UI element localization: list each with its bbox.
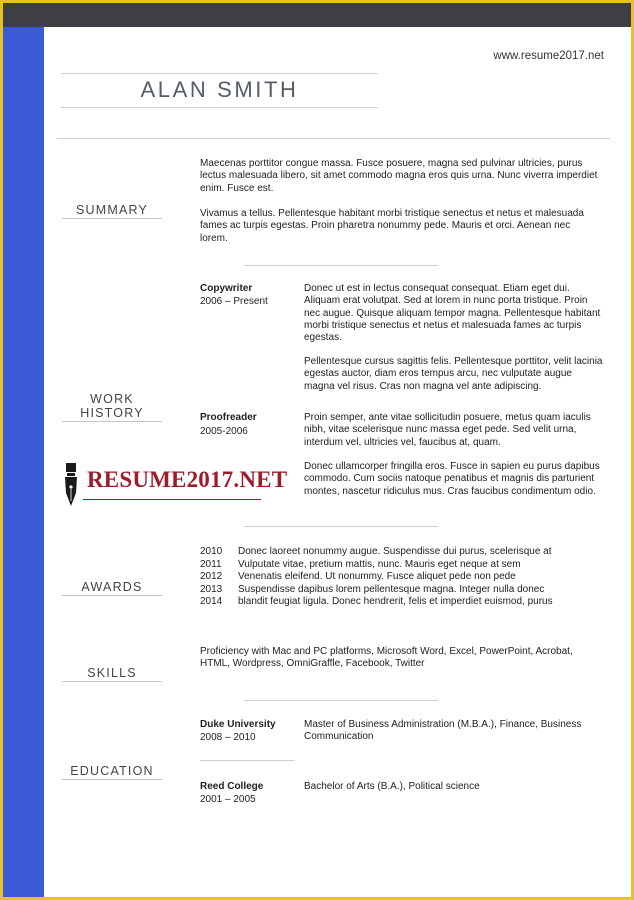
name-bottom-rule (61, 107, 378, 108)
logo-underline (83, 499, 261, 500)
summary-paragraph-1: Maecenas porttitor congue massa. Fusce posuere, magna sed pulvinar ultricies, purus lectus malesuada libero, sit amet commodo magna eros quis urna. Nunc viverra imperdiet enim. Fusce est. (200, 158, 598, 194)
header-divider (57, 138, 610, 139)
job-1-paragraph-1: Donec ut est in lectus consequat consequat. Etiam eget dui. Aliquam erat volutpat. Sed at lorem in nunc porta tristique. Proin nec augue. Quisque aliquam tempor magna. Pellentesque habitant morbi tristique senectus et netus et malesuada fames ac turpis egestas. (304, 283, 601, 344)
job-2-paragraph-2: Donec ullamcorper fringilla eros. Fusce in sapien eu purus dapibus commodo. Cum sociis natoque penatibus et magnis dis parturient montes, nascetur ridiculus mus. Cras faucibus condimentum odio. (304, 461, 600, 497)
fountain-pen-icon (64, 463, 78, 507)
summary-paragraph-2: Vivamus a tellus. Pellentesque habitant morbi tristique senectus et netus et malesuada fames ac turpis egestas. Proin pharetra nonummy pede. Mauris et orci. Aenean nec lorem. (200, 208, 584, 244)
school-name-1: Duke University (200, 719, 276, 730)
section-title-summary: SUMMARY (62, 203, 162, 219)
award-text: blandit feugiat ligula. Donec hendrerit, felis et imperdiet euismod, purus (238, 596, 553, 607)
job-2-paragraph-1: Proin semper, ante vitae sollicitudin posuere, metus quam iaculis nibh, vitae scelerisque nunc massa eget pede. Sed velit urna, interdum vel, ultricies vel, faucibus at, quam. (304, 412, 591, 448)
section-title-education: EDUCATION (62, 764, 162, 780)
resume2017-logo (61, 461, 288, 507)
school-name-2: Reed College (200, 781, 264, 792)
logo-text: RESUME2017.NET (87, 467, 288, 492)
job-dates-2: 2005-2006 (200, 426, 248, 437)
section-title-awards: AWARDS (62, 580, 162, 596)
award-year: 2011 (200, 559, 222, 570)
degree-2: Bachelor of Arts (B.A.), Political science (304, 781, 480, 792)
degree-1: Master of Business Administration (M.B.A.), Finance, Business Communication (304, 719, 582, 743)
award-year: 2014 (200, 596, 223, 607)
section-title-skills: SKILLS (62, 666, 162, 682)
school-dates-2: 2001 – 2005 (200, 794, 256, 805)
top-bar (3, 3, 631, 27)
award-year: 2012 (200, 571, 223, 582)
work-title-line-2: HISTORY (80, 406, 144, 420)
award-text: Venenatis eleifend. Ut nonummy. Fusce aliquet pede non pede (238, 571, 516, 582)
website-url[interactable]: www.resume2017.net (493, 50, 604, 62)
school-dates-1: 2008 – 2010 (200, 732, 256, 743)
award-text: Donec laoreet nonummy augue. Suspendisse dui purus, scelerisque at (238, 546, 552, 557)
job-title-2: Proofreader (200, 412, 257, 423)
job-dates-1: 2006 – Present (200, 296, 268, 307)
name-top-rule (61, 73, 378, 74)
award-text: Suspendisse dapibus lorem pellentesque magna. Integer nulla donec (238, 584, 545, 595)
side-accent-bar (3, 27, 44, 897)
job-title-1: Copywriter (200, 283, 253, 294)
divider-skills-education (244, 700, 438, 701)
award-year: 2013 (200, 584, 223, 595)
divider-education-entries (200, 760, 295, 761)
award-year: 2010 (200, 546, 223, 557)
award-text: Vulputate vitae, pretium mattis, nunc. Mauris eget neque at sem (238, 559, 521, 570)
work-title-line-1: WORK (90, 392, 134, 406)
divider-summary-work (244, 265, 438, 266)
job-1-paragraph-2: Pellentesque cursus sagittis felis. Pellentesque porttitor, velit lacinia egestas auctor, diam eros tempus arcu, nec vulputate augue magna vel risus. Cras non magna vel ante adipiscing. (304, 356, 603, 392)
candidate-name: ALAN SMITH (140, 77, 299, 102)
resume-page (3, 3, 631, 897)
section-title-work-history (62, 392, 162, 422)
skills-text: Proficiency with Mac and PC platforms, Microsoft Word, Excel, PowerPoint, Acrobat, HTML, Wordpress, OmniGraffle, Facebook, Twitter (200, 646, 573, 670)
divider-work-awards (244, 526, 438, 527)
